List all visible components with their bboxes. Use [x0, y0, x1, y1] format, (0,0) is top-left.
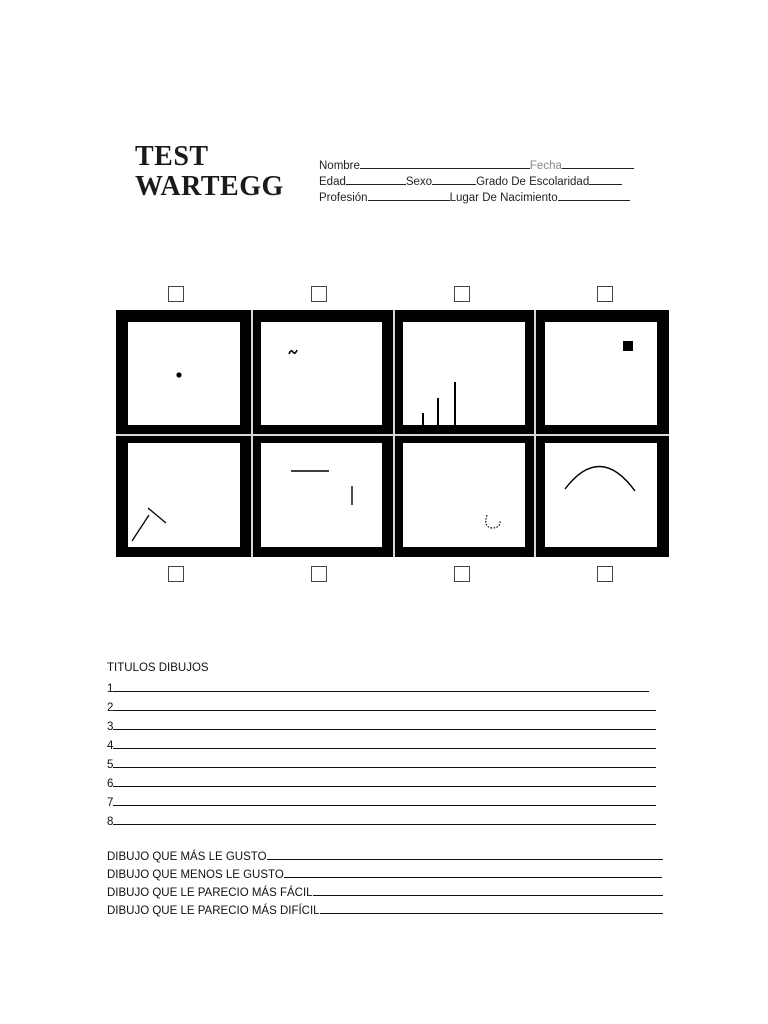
- sexo-label: Sexo: [405, 176, 433, 188]
- checkbox-drawing-8[interactable]: [597, 566, 613, 582]
- edad-field[interactable]: [346, 174, 406, 185]
- titulo-row-8: [107, 811, 656, 830]
- checkbox-drawing-1[interactable]: [168, 286, 184, 302]
- drawing-box-3[interactable]: [403, 322, 525, 425]
- test-title: [135, 142, 284, 202]
- drawing-box-5[interactable]: [128, 443, 240, 547]
- checkbox-drawing-6[interactable]: [311, 566, 327, 582]
- lines-stimulus: [403, 322, 525, 425]
- titulo-row-6: [107, 773, 656, 792]
- titulo-row-7: [107, 792, 656, 811]
- pregunta-row: [107, 864, 663, 882]
- titulo-number: 8: [107, 816, 114, 828]
- title-line-1: TEST: [135, 141, 209, 172]
- titulo-number: 2: [107, 702, 114, 714]
- checkbox-drawing-4[interactable]: [597, 286, 613, 302]
- profesion-field[interactable]: [368, 190, 450, 201]
- square-stimulus: [545, 322, 657, 425]
- lugar-field[interactable]: [558, 190, 630, 201]
- titulos-section: [107, 659, 656, 830]
- titulo-number: 3: [107, 721, 114, 733]
- titulo-row-5: [107, 754, 656, 773]
- nombre-label: Nombre: [319, 160, 360, 172]
- menos-gusto-label: DIBUJO QUE MENOS LE GUSTO: [107, 869, 284, 881]
- header-row-3: [319, 190, 630, 204]
- drawing-box-1[interactable]: [128, 322, 240, 425]
- mas-gusto-field[interactable]: [267, 846, 663, 860]
- menos-gusto-field[interactable]: [284, 864, 662, 878]
- titulo-field-1[interactable]: [113, 678, 649, 692]
- titulo-row-2: [107, 697, 656, 716]
- titulo-number: 5: [107, 759, 114, 771]
- grado-field[interactable]: [589, 174, 622, 185]
- dotted-arc-stimulus: [403, 443, 525, 547]
- grid-divider: [116, 434, 669, 436]
- wave-stimulus: [261, 322, 382, 425]
- title-line-2: WARTEGG: [135, 171, 284, 202]
- checkbox-drawing-5[interactable]: [168, 566, 184, 582]
- pregunta-row: [107, 882, 663, 900]
- nombre-field[interactable]: [360, 158, 530, 169]
- drawing-box-8[interactable]: [545, 443, 657, 547]
- drawing-box-6[interactable]: [261, 443, 382, 547]
- titulo-field-6[interactable]: [113, 773, 656, 787]
- diagonal-stimulus: [128, 443, 240, 547]
- titulo-row-3: [107, 716, 656, 735]
- checkbox-drawing-3[interactable]: [454, 286, 470, 302]
- drawing-box-2[interactable]: [261, 322, 382, 425]
- fecha-label: Fecha: [529, 160, 562, 172]
- mas-dificil-field[interactable]: [320, 900, 663, 914]
- titulo-field-8[interactable]: [113, 811, 656, 825]
- pregunta-row: [107, 900, 663, 918]
- sexo-field[interactable]: [432, 174, 476, 185]
- edad-label: Edad: [319, 176, 346, 188]
- mas-facil-field[interactable]: [313, 882, 663, 896]
- titulo-field-2[interactable]: [113, 697, 656, 711]
- wartegg-grid: [116, 310, 669, 557]
- titulo-row-1: [107, 678, 656, 697]
- titulo-row-4: [107, 735, 656, 754]
- drawing-box-4[interactable]: [545, 322, 657, 425]
- titulo-number: 6: [107, 778, 114, 790]
- cross-lines-stimulus: [261, 443, 382, 547]
- checkbox-drawing-7[interactable]: [454, 566, 470, 582]
- curve-stimulus: [545, 443, 657, 547]
- checkbox-drawing-2[interactable]: [311, 286, 327, 302]
- dot-stimulus: [128, 322, 240, 425]
- mas-facil-label: DIBUJO QUE LE PARECIO MÁS FÁCIL: [107, 887, 313, 899]
- mas-dificil-label: DIBUJO QUE LE PARECIO MÁS DIFÍCIL: [107, 905, 320, 917]
- titulo-field-3[interactable]: [113, 716, 656, 730]
- titulo-number: 4: [107, 740, 114, 752]
- titulo-number: 7: [107, 797, 114, 809]
- drawing-box-7[interactable]: [403, 443, 525, 547]
- pregunta-row: [107, 846, 663, 864]
- header-row-2: [319, 174, 622, 188]
- titulos-heading: TITULOS DIBUJOS: [107, 662, 209, 674]
- titulo-field-4[interactable]: [113, 735, 656, 749]
- titulo-number: 1: [107, 683, 114, 695]
- grado-label: Grado De Escolaridad: [476, 176, 590, 188]
- preguntas-section: [107, 846, 663, 918]
- profesion-label: Profesión: [319, 192, 368, 204]
- fecha-field[interactable]: [562, 158, 634, 169]
- lugar-label: Lugar De Nacimiento: [449, 192, 558, 204]
- mas-gusto-label: DIBUJO QUE MÁS LE GUSTO: [107, 851, 267, 863]
- header-row-1: [319, 158, 634, 172]
- titulo-field-5[interactable]: [113, 754, 656, 768]
- titulo-field-7[interactable]: [113, 792, 656, 806]
